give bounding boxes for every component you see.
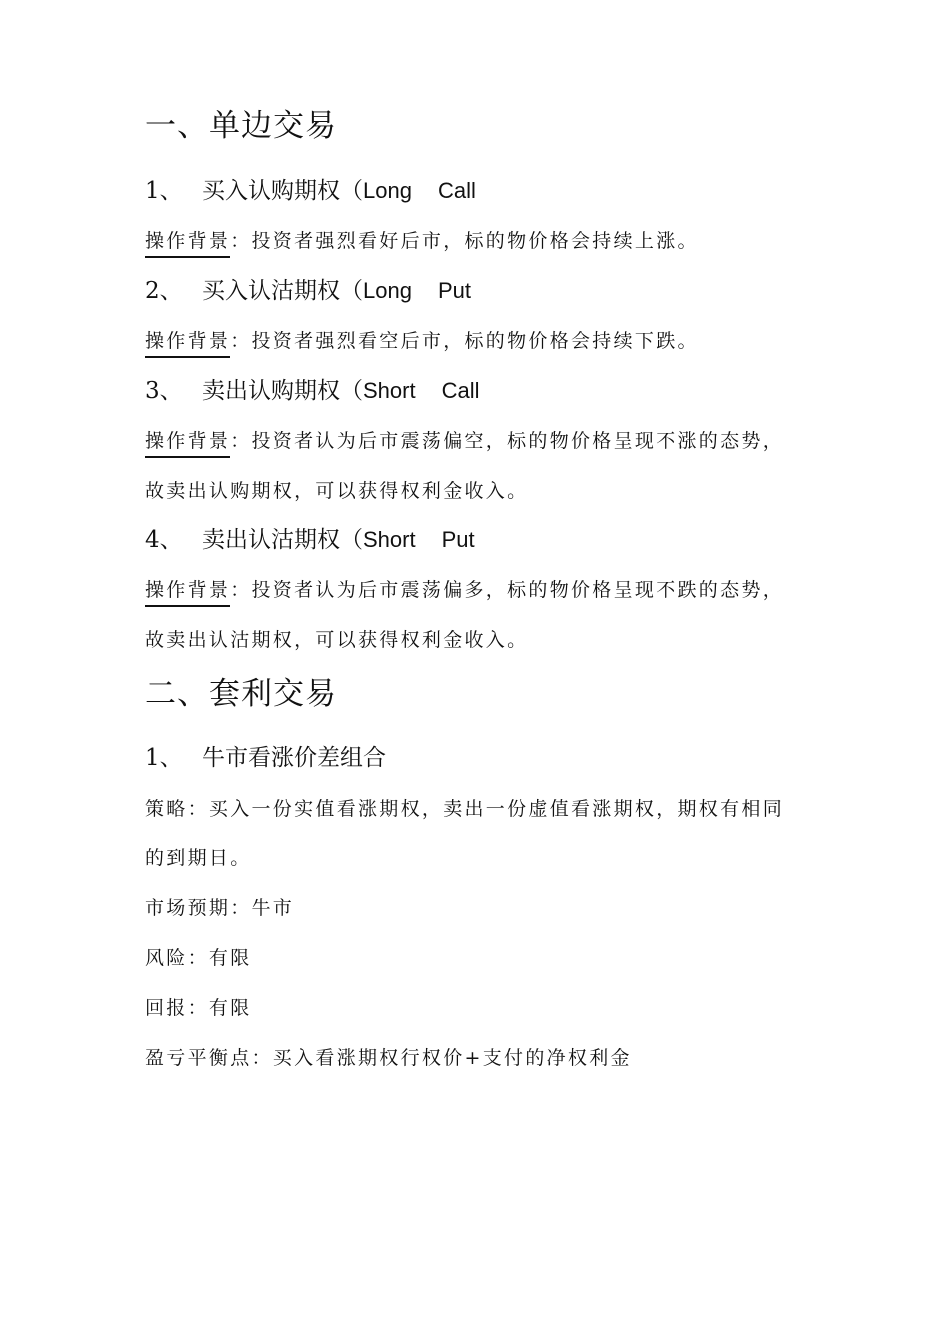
item-heading (145, 276, 471, 306)
item-heading (145, 376, 480, 406)
risk-text: 风险：有限 (145, 947, 252, 969)
item-number: 1、 (145, 745, 183, 771)
item-title-cn: 买入认购期权（ (202, 178, 363, 204)
breakeven-text: 盈亏平衡点：买入看涨期权行权价+支付的净权利金 (145, 1047, 632, 1069)
item-title-cn: 牛市看涨价差组合 (202, 745, 386, 771)
item-number: 3、 (145, 378, 183, 404)
item-title-cn: 卖出认沽期权（ (202, 527, 363, 553)
item-title-en: Call (441, 378, 480, 403)
section-heading: 一、单边交易 (145, 108, 337, 144)
underlined-label: 操作背景 (145, 428, 230, 458)
item-heading (145, 743, 386, 773)
reward-text: 回报：有限 (145, 997, 252, 1019)
paragraph-text: ：投资者强烈看空后市，标的物价格会持续下跌。 (230, 330, 699, 352)
strategy-text: 策略：买入一份实值看涨期权，卖出一份虚值看涨期权，期权有相同 (145, 798, 785, 820)
paragraph-text: ：投资者认为后市震荡偏多，标的物价格呈现不跌的态势， (230, 579, 785, 601)
paragraph-text: ：投资者认为后市震荡偏空，标的物价格呈现不涨的态势， (230, 430, 785, 452)
paragraph-continuation: 故卖出认购期权，可以获得权利金收入。 (145, 480, 529, 502)
underlined-label: 操作背景 (145, 577, 230, 607)
item-title-cn: 买入认沽期权（ (202, 278, 363, 304)
paragraph (145, 428, 784, 458)
paragraph (145, 328, 699, 358)
item-title-en: Short (363, 527, 416, 552)
item-number: 2、 (145, 278, 183, 304)
underlined-label: 操作背景 (145, 328, 230, 358)
item-title-en: Put (437, 278, 471, 303)
section-heading: 二、套利交易 (145, 676, 337, 712)
item-title-cn: 卖出认购期权（ (202, 378, 363, 404)
item-title-en: Put (441, 527, 475, 552)
item-heading (145, 525, 475, 555)
item-title-en: Long (363, 178, 412, 203)
strategy-text-continuation: 的到期日。 (145, 847, 252, 869)
paragraph (145, 577, 784, 607)
underlined-label: 操作背景 (145, 228, 230, 258)
paragraph-text: ：投资者强烈看好后市，标的物价格会持续上涨。 (230, 230, 699, 252)
market-expectation: 市场预期：牛市 (145, 897, 295, 919)
item-number: 1、 (145, 178, 183, 204)
paragraph (145, 228, 699, 258)
item-title-en: Short (363, 378, 416, 403)
item-number: 4、 (145, 527, 183, 553)
item-title-en: Long (363, 278, 412, 303)
item-heading (145, 176, 476, 206)
paragraph-continuation: 故卖出认沽期权，可以获得权利金收入。 (145, 629, 529, 651)
item-title-en: Call (437, 178, 476, 203)
